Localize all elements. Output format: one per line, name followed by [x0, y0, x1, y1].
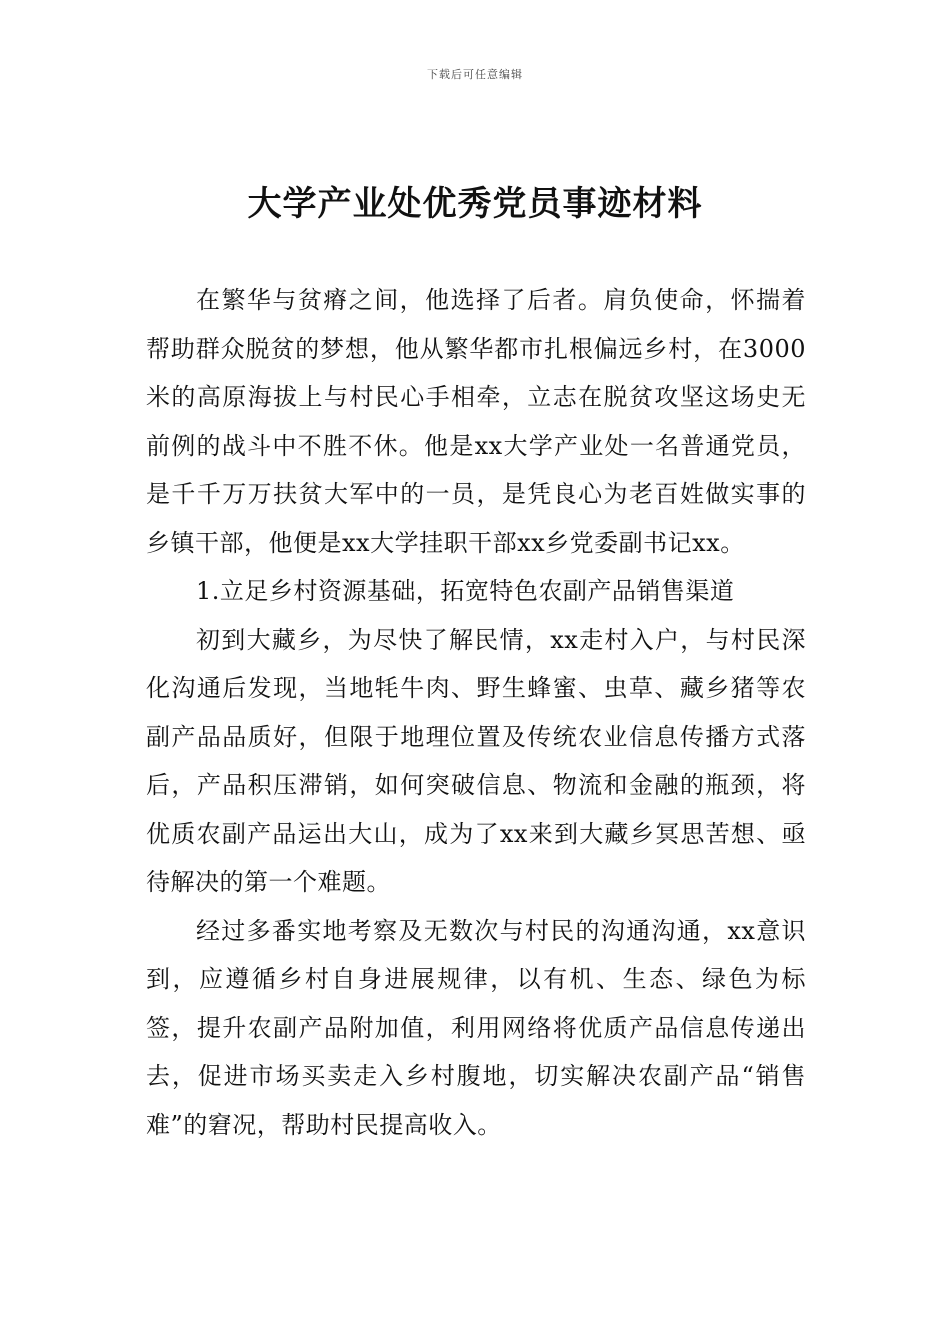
paragraph-arrival: 初到大藏乡，为尽快了解民情，xx走村入户，与村民深化沟通后发现，当地牦牛肉、野生蜂蜜、虫草、藏乡猪等农副产品品质好，但限于地理位置及传统农业信息传播方式落后，产品积压滞销，如何突破信息、物流和金融的瓶颈，将优质农副产品运出大山，成为了xx来到大藏乡冥思苦想、亟待解决的第一个难题。	[146, 625, 806, 896]
paragraph-solution: 经过多番实地考察及无数次与村民的沟通沟通，xx意识到，应遵循乡村自身进展规律，以有机、生态、绿色为标签，提升农副产品附加值，利用网络将优质产品信息传递出去，促进市场买卖走入乡村腹地，切实解决农副产品“销售难”的窘况，帮助村民提高收入。	[146, 916, 806, 1139]
paragraph-intro: 在繁华与贫瘠之间，他选择了后者。肩负使命，怀揣着帮助群众脱贫的梦想，他从繁华都市扎根偏远乡村，在3000米的高原海拔上与村民心手相牵，立志在脱贫攻坚这场史无前例的战斗中不胜不休。他是xx大学产业处一名普通党员，是千千万万扶贫大军中的一员，是凭良心为老百姓做实事的乡镇干部，他便是xx大学挂职干部xx乡党委副书记xx。	[146, 286, 806, 557]
header-note: 下载后可任意编辑	[427, 68, 523, 81]
section-heading: 1.立足乡村资源基础，拓宽特色农副产品销售渠道	[196, 577, 735, 605]
document-title: 大学产业处优秀党员事迹材料	[247, 184, 703, 224]
document-body	[146, 276, 806, 1149]
